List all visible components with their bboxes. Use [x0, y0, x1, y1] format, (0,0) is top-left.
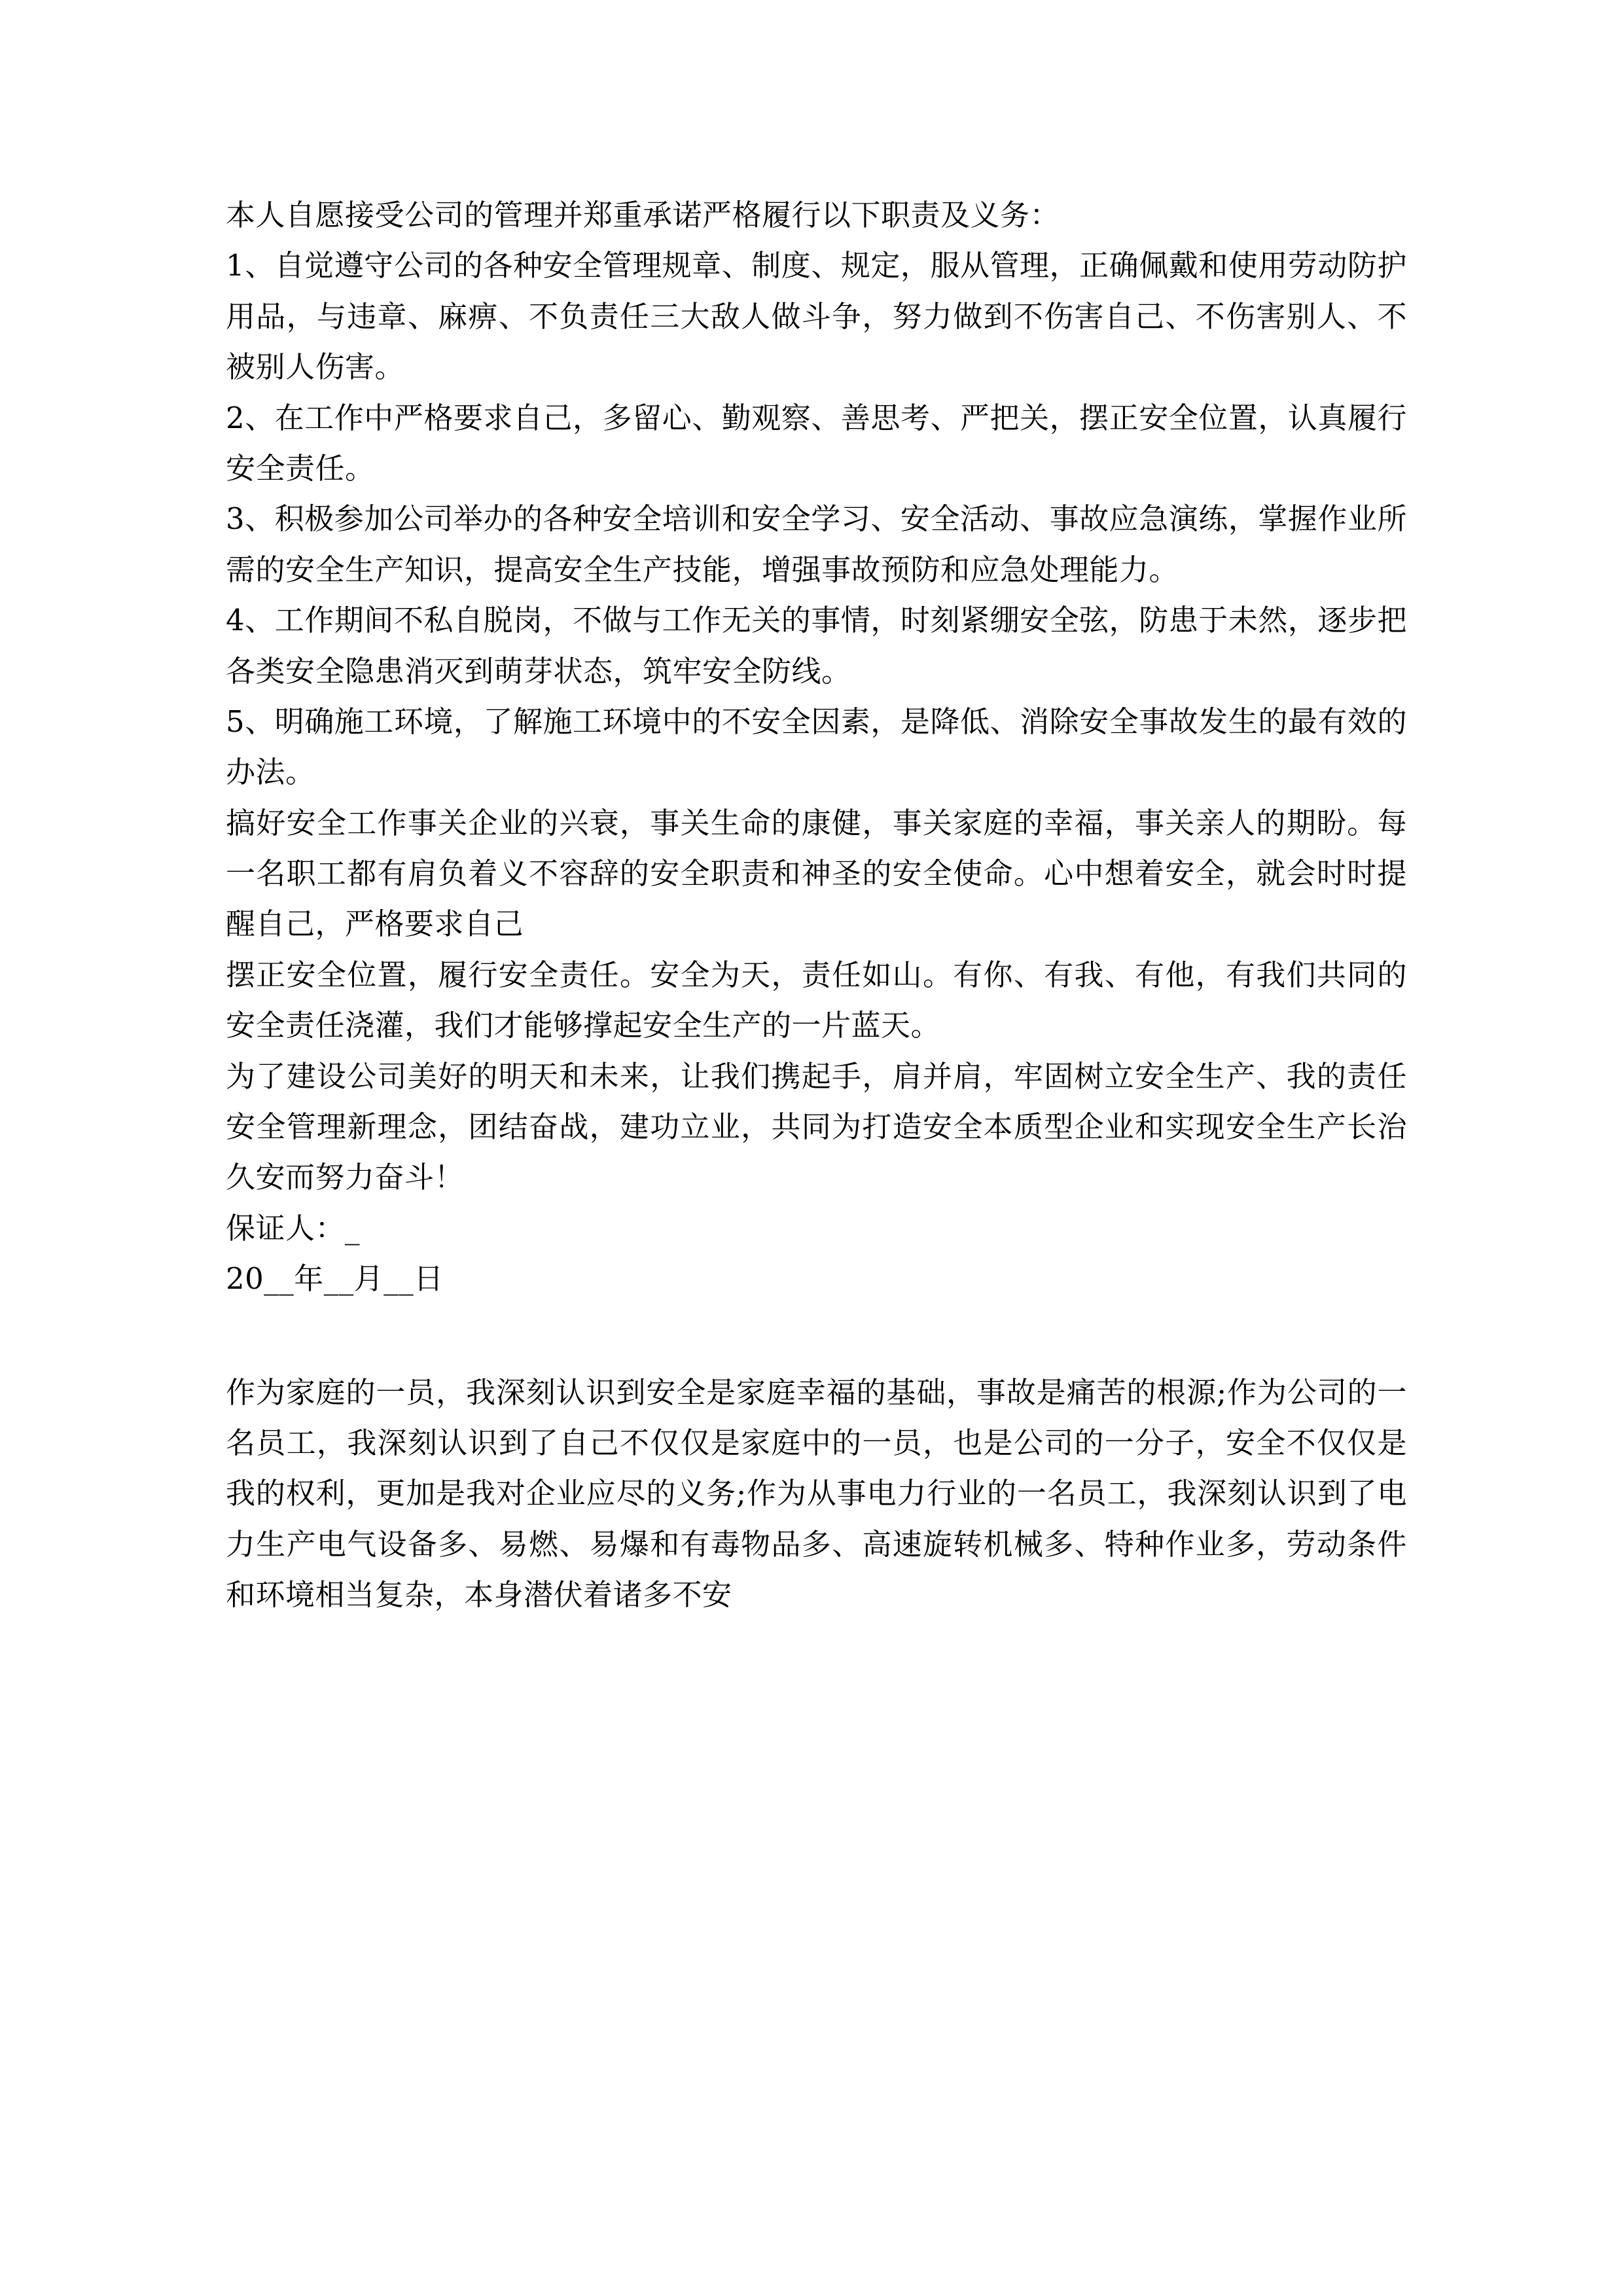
- closing-paragraph-1: 搞好安全工作事关企业的兴衰，事关生命的康健，事关家庭的幸福，事关亲人的期盼。每一名职工都有肩负着义不容辞的安全职责和神圣的安全使命。心中想着安全，就会时时提醒自己，严格要求自己: [226, 805, 1407, 942]
- commitment-item-1: 1、自觉遵守公司的各种安全管理规章、制度、规定，服从管理，正确佩戴和使用劳动防护用品，与违章、麻痹、不负责任三大敌人做斗争，努力做到不伤害自己、不伤害别人、不被别人伤害。: [226, 248, 1407, 385]
- commitment-item-4: 4、工作期间不私自脱岗，不做与工作无关的事情，时刻紧绷安全弦，防患于未然，逐步把各类安全隐患消灭到萌芽状态，筑牢安全防线。: [226, 603, 1407, 689]
- signature-line: 保证人：_: [226, 1210, 361, 1246]
- commitment-item-5: 5、明确施工环境，了解施工环境中的不安全因素，是降低、消除安全事故发生的最有效的办法。: [226, 704, 1407, 790]
- document-body: [226, 190, 1407, 1621]
- date-line: 20__年__月__日: [226, 1261, 444, 1297]
- closing-paragraph-2: 摆正安全位置，履行安全责任。安全为天，责任如山。有你、有我、有他，有我们共同的安全责任浇灌，我们才能够撑起安全生产的一片蓝天。: [226, 957, 1407, 1043]
- section-divider: [226, 1304, 1407, 1367]
- commitment-item-3: 3、积极参加公司举办的各种安全培训和安全学习、安全活动、事故应急演练，掌握作业所需的安全生产知识，提高安全生产技能，增强事故预防和应急处理能力。: [226, 501, 1407, 587]
- closing-paragraph-3: 为了建设公司美好的明天和未来，让我们携起手，肩并肩，牢固树立安全生产、我的责任安全管理新理念，团结奋战，建功立业，共同为打造安全本质型企业和实现安全生产长治久安而努力奋斗！: [226, 1058, 1407, 1195]
- commitment-intro: 本人自愿接受公司的管理并郑重承诺严格履行以下职责及义务：: [226, 198, 1060, 232]
- section2-paragraph: 作为家庭的一员，我深刻认识到安全是家庭幸福的基础，事故是痛苦的根源;作为公司的一名员工，我深刻认识到了自己不仅仅是家庭中的一员，也是公司的一分子，安全不仅仅是我的权利，更加是我对企业应尽的义务;作为从事电力行业的一名员工，我深刻认识到了电力生产电气设备多、易燃、易爆和有毒物品多、高速旋转机械多、特种作业多，劳动条件和环境相当复杂，本身潜伏着诸多不安: [226, 1374, 1407, 1613]
- commitment-item-2: 2、在工作中严格要求自己，多留心、勤观察、善思考、严把关，摆正安全位置，认真履行安全责任。: [226, 400, 1407, 486]
